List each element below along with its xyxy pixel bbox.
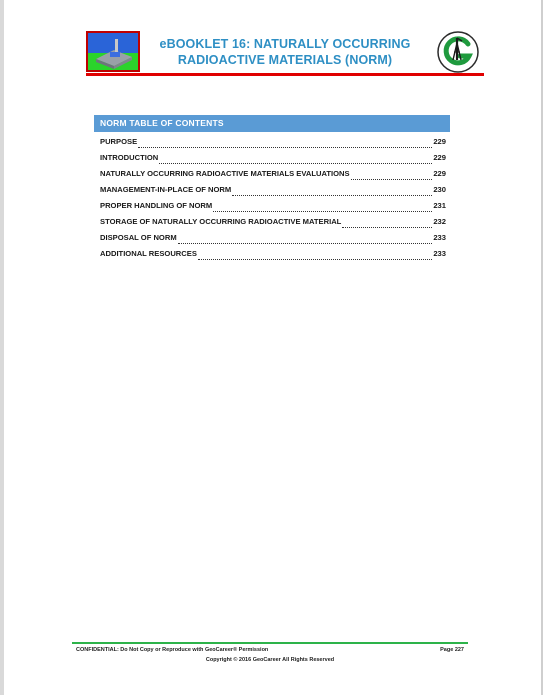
toc-entry[interactable]	[94, 217, 450, 233]
toc-entry-page: 229	[433, 153, 446, 162]
toc-entry-page: 229	[433, 169, 446, 178]
toc-entry-title: PURPOSE	[100, 137, 138, 146]
toc-dot-leader	[198, 258, 432, 260]
toc-dot-leader	[213, 210, 432, 212]
booklet-cover-thumbnail	[86, 31, 140, 72]
toc-entry[interactable]	[94, 233, 450, 249]
toc-entry-page: 233	[433, 233, 446, 242]
copyright-notice: Copyright © 2016 GeoCareer All Rights Reserved	[205, 657, 335, 663]
toc-entry-title: DISPOSAL OF NORM	[100, 233, 177, 242]
toc-entry[interactable]	[94, 169, 450, 185]
toc-entry[interactable]	[94, 153, 450, 169]
toc-entry-title: INTRODUCTION	[100, 153, 159, 162]
toc-entry-title: NATURALLY OCCURRING RADIOACTIVE MATERIALS EVALUATIONS	[100, 169, 350, 178]
toc-entry-page: 233	[433, 249, 446, 258]
toc-entry[interactable]	[94, 249, 450, 265]
booklet-title	[150, 36, 420, 68]
toc-entry-page: 230	[433, 185, 446, 194]
toc-dot-leader	[178, 242, 433, 244]
toc-entry-page: 232	[433, 217, 446, 226]
header-rule	[86, 73, 484, 76]
toc-dot-leader	[232, 194, 432, 196]
toc-dot-leader	[159, 162, 432, 164]
toc-dot-leader	[342, 226, 432, 228]
toc-heading: NORM TABLE OF CONTENTS	[94, 115, 450, 132]
toc-entry[interactable]	[94, 185, 450, 201]
toc-entry[interactable]	[94, 137, 450, 153]
geocareer-logo	[436, 30, 480, 74]
toc-entry-title: MANAGEMENT-IN-PLACE OF NORM	[100, 185, 232, 194]
footer-rule	[72, 642, 468, 644]
toc-entry-title: PROPER HANDLING OF NORM	[100, 201, 213, 210]
footer-line	[76, 647, 464, 653]
booklet-title-line1: eBOOKLET 16: NATURALLY OCCURRING	[159, 37, 411, 51]
toc-dot-leader	[351, 178, 433, 180]
toc-entry-page: 231	[433, 201, 446, 210]
toc-entry-title: ADDITIONAL RESOURCES	[100, 249, 197, 258]
page-edge-left	[0, 0, 4, 695]
toc-entry-page: 229	[433, 137, 446, 146]
toc-list	[94, 137, 450, 265]
confidential-notice: CONFIDENTIAL: Do Not Copy or Reproduce with GeoCareer® Permission	[76, 647, 269, 653]
toc-entry[interactable]	[94, 201, 450, 217]
booklet-title-line2: RADIOACTIVE MATERIALS (NORM)	[177, 53, 393, 67]
table-of-contents	[94, 115, 450, 265]
toc-dot-leader	[138, 146, 432, 148]
page-number: Page 227	[440, 647, 464, 653]
toc-entry-title: STORAGE OF NATURALLY OCCURRING RADIOACTIVE MATERIAL	[100, 217, 342, 226]
